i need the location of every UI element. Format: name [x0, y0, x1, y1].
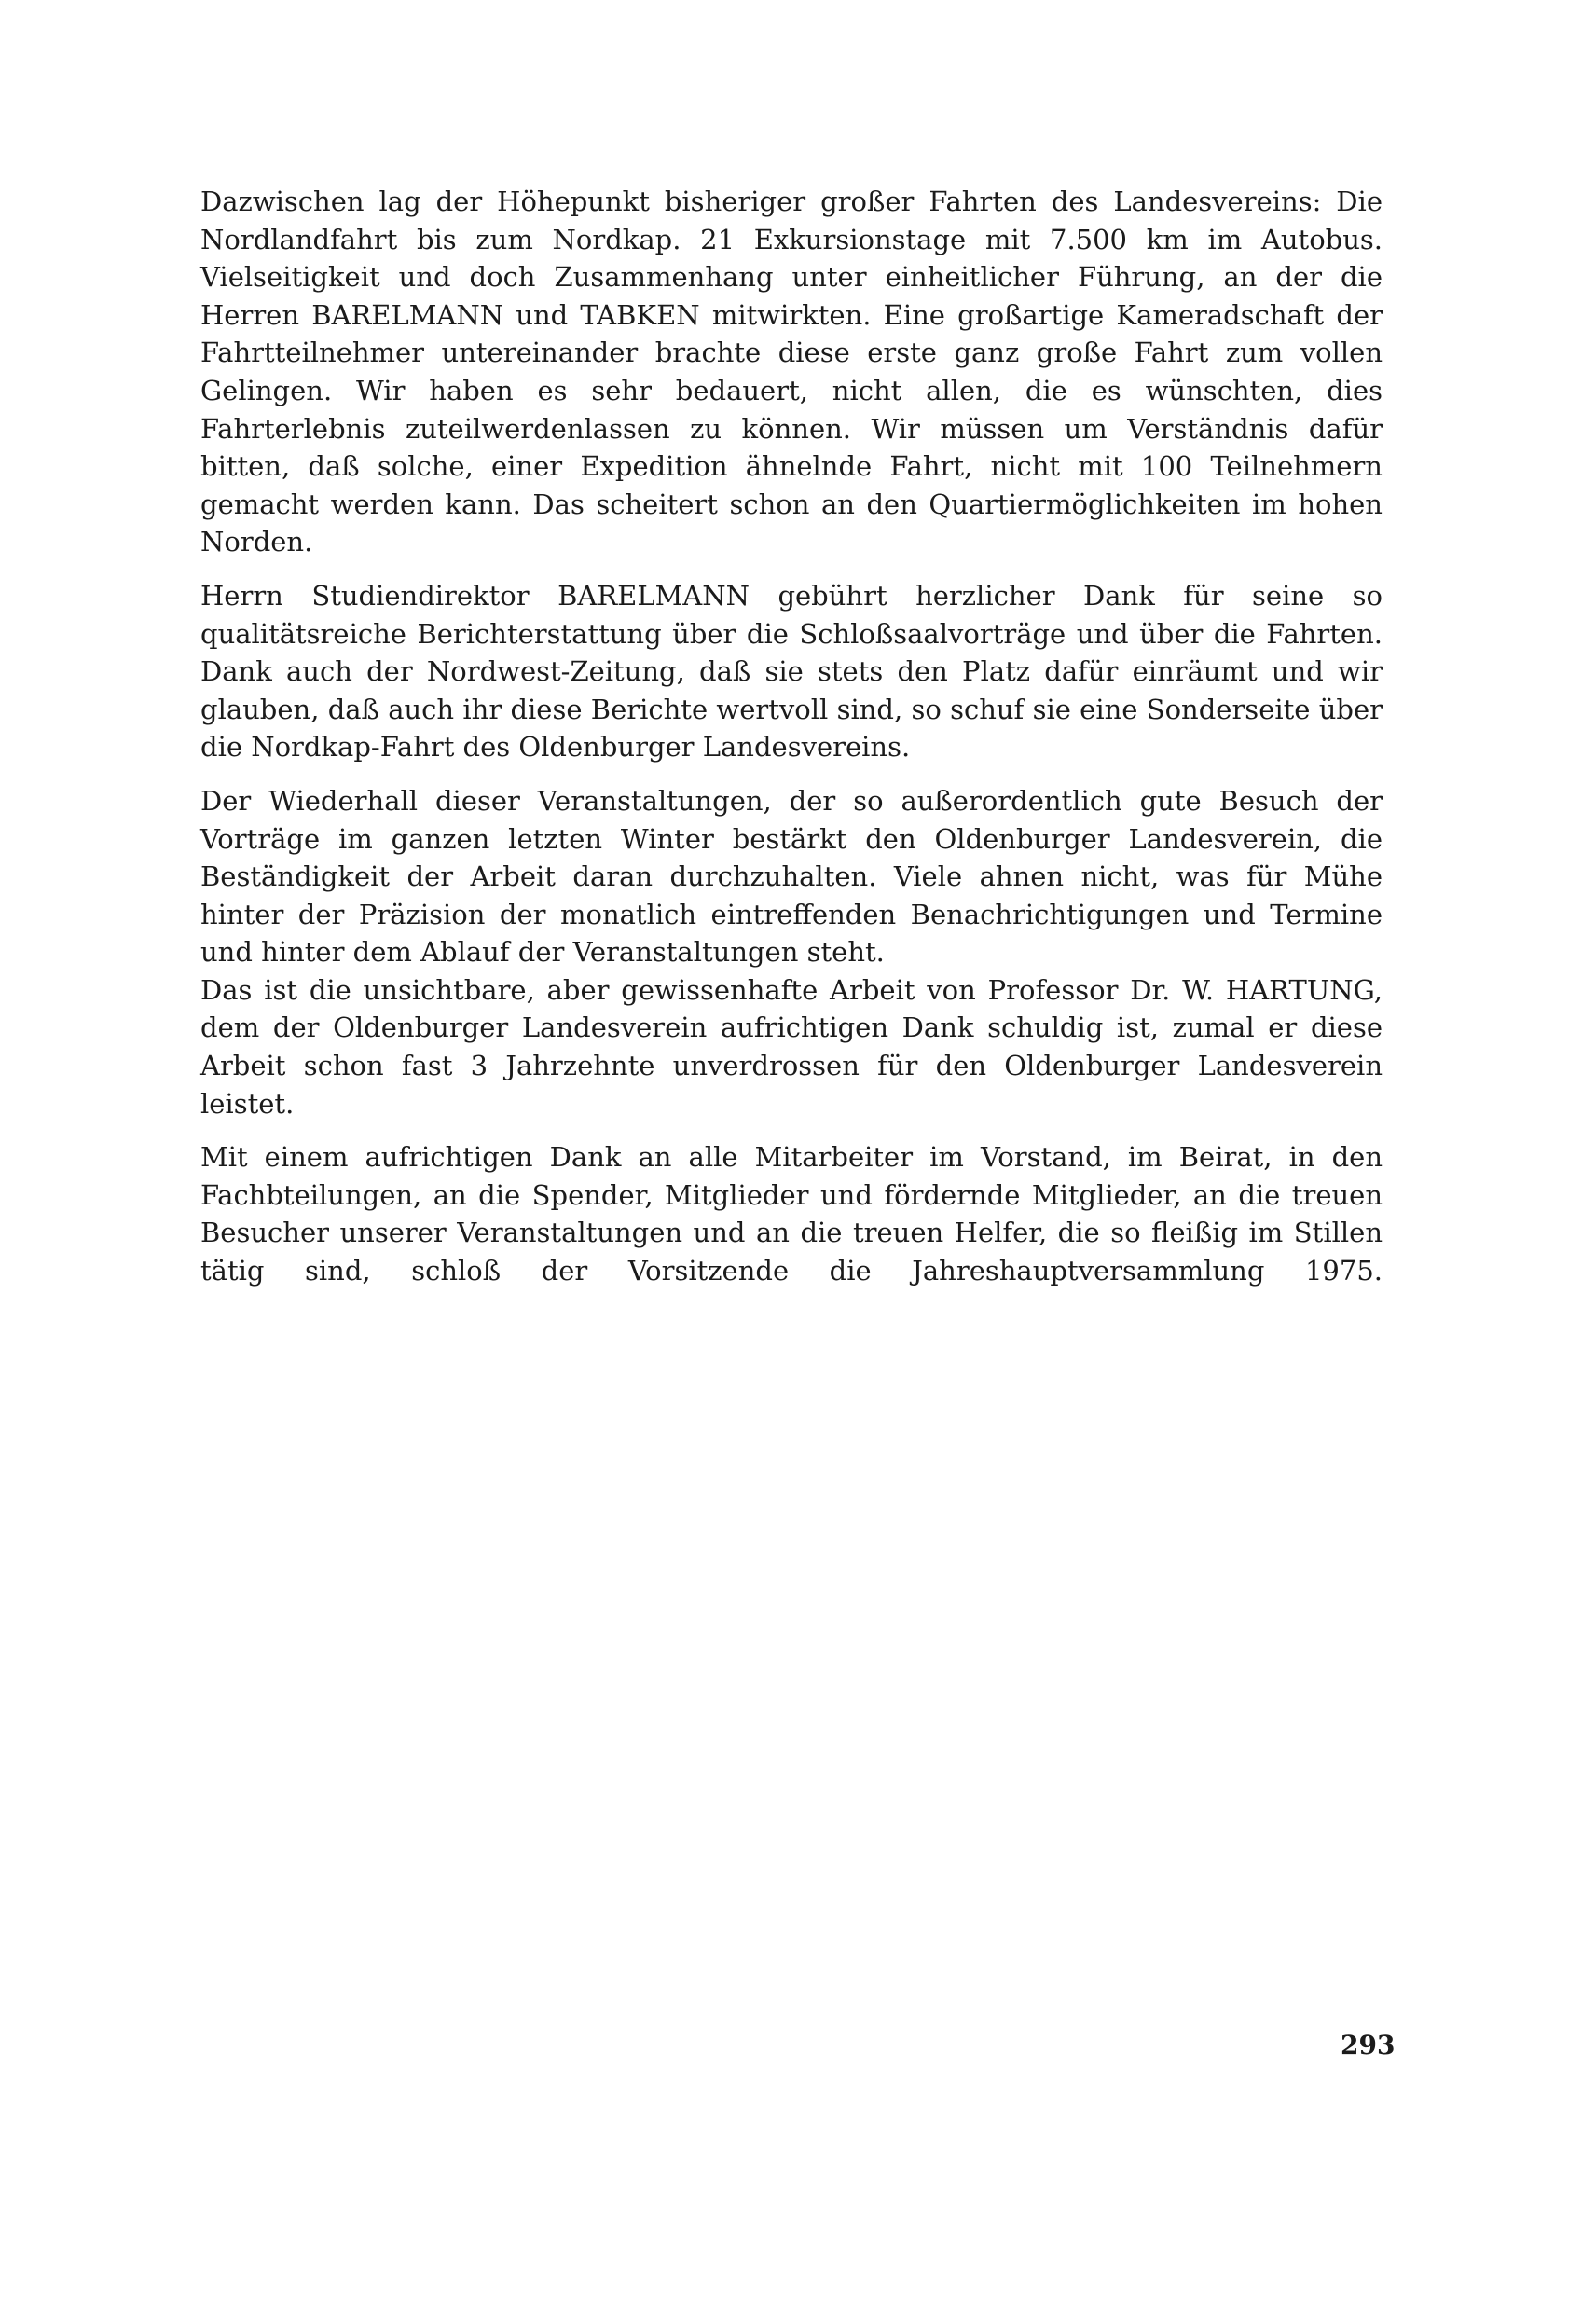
paragraph-wiederhall: Der Wiederhall dieser Veranstaltungen, der so außerordentlich gute Besuch der Vorträge im ganzen letzten Winter bestärkt den Oldenburger Landesverein, die Beständigkeit der Arbeit daran durchzuhalten. Viele ahnen nicht, was für Mühe hinter der Präzision der monatlich eintreffenden Benachrichtigungen und Termine und hinter dem Ablauf der Veranstaltungen steht.: [200, 784, 1383, 969]
paragraph-nordkap-fahrt: Dazwischen lag der Höhepunkt bisheriger großer Fahrten des Landesvereins: Die Nordlandfahrt bis zum Nordkap. 21 Exkursionstage mit 7.500 km im Autobus. Vielseitigkeit und doch Zusammenhang unter einheitlicher Führung, an der die Herren BARELMANN und TABKEN mitwirkten. Eine großartige Kameradschaft der Fahrtteilnehmer untereinander brachte diese erste ganz große Fahrt zum vollen Gelingen. Wir haben es sehr bedauert, nicht allen, die es wünschten, dies Fahrterlebnis zuteilwerdenlassen zu können. Wir müssen um Verständnis dafür bitten, daß solche, einer Expedition ähnelnde Fahrt, nicht mit 100 Teilnehmern gemacht werden kann. Das scheitert schon an den Quartiermöglichkeiten im hohen Norden.: [200, 186, 1383, 558]
paragraph-berichterstattung: Herrn Studiendirektor BARELMANN gebührt herzlicher Dank für seine so qualitätsreiche Berichterstattung über die Schloßsaalvorträge und über die Fahrten. Dank auch der Nordwest-Zeitung, daß sie stets den Platz dafür einräumt und wir glauben, daß auch ihr diese Berichte wertvoll sind, so schuf sie eine Sonderseite über die Nordkap-Fahrt des Oldenburger Landesvereins.: [200, 579, 1383, 764]
paragraph-dank: Mit einem aufrichtigen Dank an alle Mitarbeiter im Vorstand, im Beirat, in den Fachbteilungen, an die Spender, Mitglieder und fördernde Mitglieder, an die treuen Besucher unserer Veranstaltungen und an die treuen Helfer, die so fleißig im Stillen tätig sind, schloß der Vorsitzende die Jahreshauptversammlung 1975.: [200, 1141, 1383, 1287]
page-number: 293: [1341, 2030, 1396, 2060]
body-text: [200, 183, 1383, 1290]
paragraph-hartung: Das ist die unsichtbare, aber gewissenhafte Arbeit von Professor Dr. W. HARTUNG, dem der Oldenburger Landesverein aufrichtigen Dank schuldig ist, zumal er diese Arbeit schon fast 3 Jahrzehnte unverdrossen für den Oldenburger Landesverein leistet.: [200, 973, 1383, 1120]
